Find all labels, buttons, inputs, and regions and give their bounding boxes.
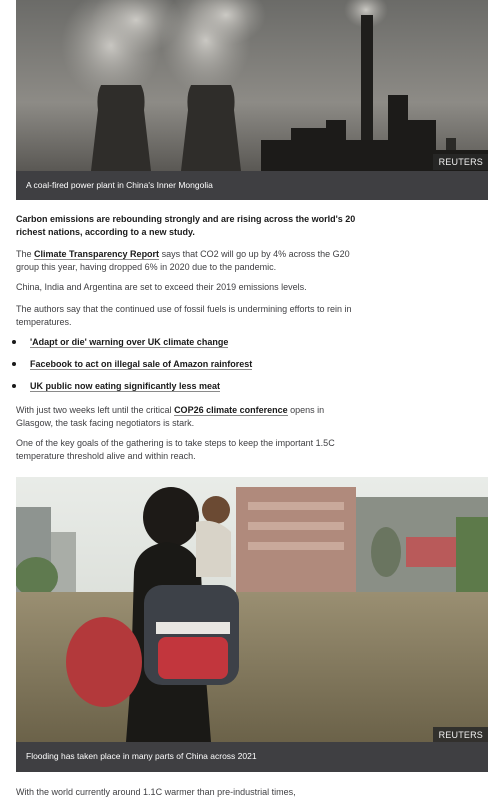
paragraph: One of the key goals of the gathering is to take steps to keep the important 1.5C temperature threshold alive and within reach. [16, 438, 335, 461]
power-plant-figure [16, 0, 488, 200]
paragraph-text: With just two weeks left until the critical [16, 405, 175, 415]
paragraph [16, 248, 361, 273]
bullet-icon [12, 362, 16, 366]
photo-caption: Flooding has taken place in many parts of China across 2021 [16, 742, 488, 772]
related-link[interactable]: UK public now eating significantly less meat [30, 381, 221, 391]
related-link[interactable]: 'Adapt or die' warning over UK climate change [30, 337, 229, 347]
cop26-conference-link[interactable]: COP26 climate conference [174, 405, 288, 415]
photo-caption: A coal-fired power plant in China's Inner Mongolia [16, 171, 488, 200]
paragraph-text: says that CO2 will go up by 4% across the G20 group this year, having dropped 6% in 2020 due to the pandemic. [16, 249, 350, 272]
bullet-icon [12, 384, 16, 388]
flooding-figure [16, 477, 488, 772]
climate-transparency-report-link[interactable]: Climate Transparency Report [34, 249, 160, 259]
paragraph-text: opens in Glasgow, the task facing negotiators is stark. [16, 405, 325, 428]
paragraph-text: The [16, 249, 35, 259]
related-links-list [12, 336, 252, 402]
photo-credit: REUTERS [433, 727, 488, 743]
list-item [12, 336, 252, 358]
flooding-photo [16, 477, 488, 742]
bullet-icon [12, 340, 16, 344]
photo-credit: REUTERS [433, 154, 488, 170]
paragraph: With the world currently around 1.1C warmer than pre-industrial times, [16, 787, 296, 797]
paragraph: China, India and Argentina are set to exceed their 2019 emissions levels. [16, 282, 307, 292]
list-item [12, 358, 252, 380]
lead-paragraph: Carbon emissions are rebounding strongly and are rising across the world's 20 richest nations, according to a new study. [16, 214, 356, 237]
list-item [12, 380, 252, 402]
power-plant-photo [16, 0, 488, 171]
related-link[interactable]: Facebook to act on illegal sale of Amazon rainforest [30, 359, 253, 369]
paragraph: The authors say that the continued use of fossil fuels is undermining efforts to rein in temperatures. [16, 304, 352, 327]
paragraph [16, 404, 361, 429]
